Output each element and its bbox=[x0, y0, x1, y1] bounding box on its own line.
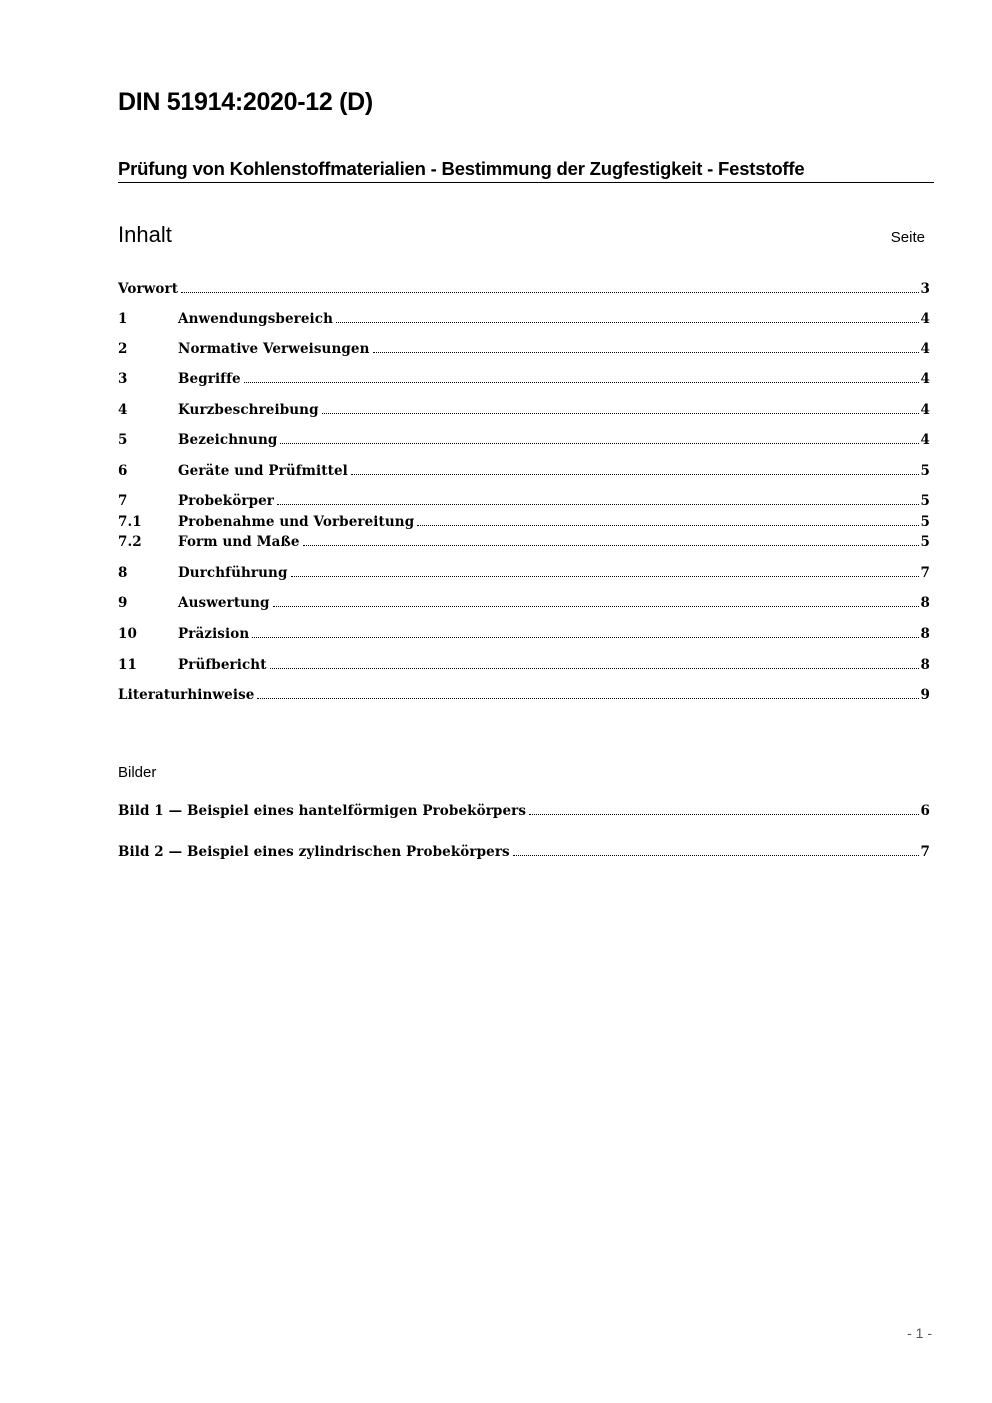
toc-entry-page: 8 bbox=[920, 626, 930, 642]
toc-entry-4[interactable] bbox=[118, 402, 930, 422]
toc-leader-dots bbox=[303, 544, 919, 546]
toc-entry-number: 7.2 bbox=[118, 534, 142, 550]
toc-entry-title: Auswertung bbox=[178, 595, 270, 611]
figure-entry-1[interactable] bbox=[118, 803, 930, 823]
toc-entry-page: 5 bbox=[920, 514, 930, 530]
toc-leader-dots bbox=[291, 575, 919, 577]
toc-entry-foreword[interactable] bbox=[118, 281, 930, 301]
toc-entry-number: 1 bbox=[118, 311, 128, 327]
toc-entry-1[interactable] bbox=[118, 311, 930, 331]
figure-entry-page: 6 bbox=[920, 803, 930, 819]
toc-entry-title: Durchführung bbox=[178, 565, 288, 581]
toc-entry-page: 7 bbox=[920, 565, 930, 581]
toc-entry-title: Präzision bbox=[178, 626, 250, 642]
toc-entry-page: 8 bbox=[920, 595, 930, 611]
toc-entry-6[interactable] bbox=[118, 463, 930, 483]
toc-entry-11[interactable] bbox=[118, 657, 930, 677]
toc-entry-2[interactable] bbox=[118, 341, 930, 361]
toc-entry-number: 2 bbox=[118, 341, 128, 357]
toc-entry-page: 5 bbox=[920, 493, 930, 509]
toc-leader-dots bbox=[513, 854, 919, 856]
toc-entry-8[interactable] bbox=[118, 565, 930, 585]
toc-leader-dots bbox=[417, 524, 918, 526]
figure-entry-title: Bild 1 — Beispiel eines hantelförmigen Probekörpers bbox=[118, 803, 527, 819]
toc-leader-dots bbox=[529, 813, 918, 815]
toc-entry-page: 5 bbox=[920, 463, 930, 479]
toc-entry-number: 8 bbox=[118, 565, 128, 581]
figure-entry-page: 7 bbox=[920, 844, 930, 860]
toc-entry-7-2[interactable] bbox=[118, 534, 930, 554]
toc-entry-page: 4 bbox=[920, 341, 930, 357]
toc-entry-title: Begriffe bbox=[178, 371, 241, 387]
toc-leader-dots bbox=[322, 412, 919, 414]
toc-entry-number: 5 bbox=[118, 432, 128, 448]
toc-leader-dots bbox=[273, 605, 919, 607]
toc-entry-title: Probekörper bbox=[178, 493, 275, 509]
toc-entry-title: Kurzbeschreibung bbox=[178, 402, 319, 418]
toc-leader-dots bbox=[181, 291, 918, 293]
toc-entry-title: Anwendungsbereich bbox=[178, 311, 334, 327]
toc-entry-title: Vorwort bbox=[118, 281, 179, 297]
toc-leader-dots bbox=[351, 473, 919, 475]
toc-leader-dots bbox=[336, 321, 918, 323]
toc-entry-page: 5 bbox=[920, 534, 930, 550]
toc-entry-title: Geräte und Prüfmittel bbox=[178, 463, 348, 479]
toc-entry-title: Normative Verweisungen bbox=[178, 341, 370, 357]
toc-entry-title: Prüfbericht bbox=[178, 657, 267, 673]
toc-entry-page: 3 bbox=[920, 281, 930, 297]
toc-entry-title: Form und Maße bbox=[178, 534, 300, 550]
toc-leader-dots bbox=[257, 697, 918, 699]
toc-entry-page: 4 bbox=[920, 432, 930, 448]
toc-entry-number: 7.1 bbox=[118, 514, 142, 530]
toc-entry-number: 9 bbox=[118, 595, 128, 611]
figures-heading: Bilder bbox=[118, 764, 157, 781]
toc-leader-dots bbox=[244, 381, 919, 383]
toc-leader-dots bbox=[280, 442, 918, 444]
toc-entry-page: 4 bbox=[920, 311, 930, 327]
toc-entry-3[interactable] bbox=[118, 371, 930, 391]
toc-entry-page: 4 bbox=[920, 402, 930, 418]
toc-entry-page: 4 bbox=[920, 371, 930, 387]
toc-heading: Inhalt bbox=[118, 222, 172, 247]
toc-entry-7[interactable] bbox=[118, 493, 930, 513]
toc-entry-number: 4 bbox=[118, 402, 128, 418]
toc-entry-title: Literaturhinweise bbox=[118, 687, 255, 703]
toc-entry-title: Probenahme und Vorbereitung bbox=[178, 514, 415, 530]
toc-entry-number: 3 bbox=[118, 371, 128, 387]
figure-entry-2[interactable] bbox=[118, 844, 930, 864]
toc-entry-bibliography[interactable] bbox=[118, 687, 930, 707]
toc-entry-9[interactable] bbox=[118, 595, 930, 615]
page-number: - 1 - bbox=[907, 1325, 932, 1341]
toc-entry-10[interactable] bbox=[118, 626, 930, 646]
toc-leader-dots bbox=[373, 351, 919, 353]
figure-entry-title: Bild 2 — Beispiel eines zylindrischen Probekörpers bbox=[118, 844, 510, 860]
toc-leader-dots bbox=[270, 667, 919, 669]
toc-entry-title: Bezeichnung bbox=[178, 432, 278, 448]
document-subtitle: Prüfung von Kohlenstoffmaterialien - Bestimmung der Zugfestigkeit - Feststoffe bbox=[118, 158, 934, 183]
toc-entry-number: 11 bbox=[118, 657, 137, 673]
toc-entry-page: 8 bbox=[920, 657, 930, 673]
toc-entry-number: 7 bbox=[118, 493, 128, 509]
toc-entry-number: 6 bbox=[118, 463, 128, 479]
toc-entry-number: 10 bbox=[118, 626, 137, 642]
toc-entry-7-1[interactable] bbox=[118, 514, 930, 534]
toc-entry-5[interactable] bbox=[118, 432, 930, 452]
page-column-label: Seite bbox=[890, 229, 925, 246]
toc-leader-dots bbox=[252, 636, 918, 638]
toc-leader-dots bbox=[277, 503, 918, 505]
document-id: DIN 51914:2020-12 (D) bbox=[118, 88, 373, 116]
toc-entry-page: 9 bbox=[920, 687, 930, 703]
